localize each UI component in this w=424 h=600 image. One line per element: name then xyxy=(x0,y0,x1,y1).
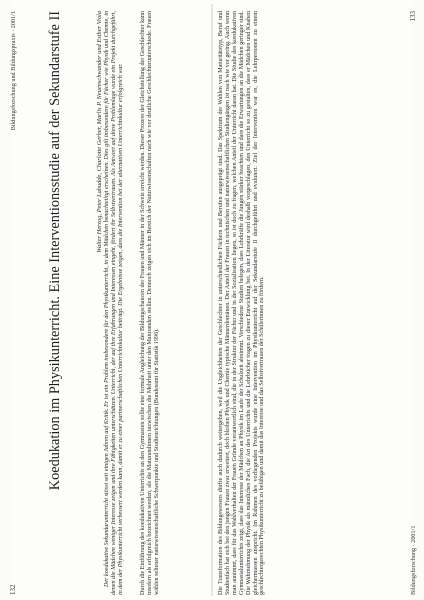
body-text-left-page xyxy=(140,11,204,595)
body-paragraph-left: Durch die Einführung des koedukativen Unterrichts an den Gymnasien sollte eine formale Angleichung der Bildungschancen der Frauen und Männer in der Schweiz erreicht werden. Dieser Prozess der Gleichstellung der Geschlechter kann insofern als erfolgreich bezeichnet werden, als die Maturandinnen inzwischen die Mehrheit unter den Maturanden stellen. Dennoch zeigen sich im Bereich der Naturwissenschaften nach wie vor deutliche Geschlechterunterschiede. Frauen wählen seltener naturwissenschaftliche Schwerpunkte und Studienrichtungen (Bundesamt für Statistik 1996). xyxy=(140,11,160,595)
abstract: Der koedukative Sekundarunterricht stösst seit einigen Jahren auf Kritik. Er ist ein Problem insbesondere für den Physikunterricht, in dem Mädchen benachteiligt erscheinen. Dies gilt insbesondere für Fächer wie Physik und Chemie, in denen die Mädchen weniger Interesse zeigen und ihre Fähigkeiten unterschätzen. Unterricht, der auf ihre Erfahrungen und Interessen eingeht, fördert ihr Selbstvertrauen. Als Antwort auf diese Problemlage wurde ein Projekt durchgeführt, in dem der Physikunterricht verbessert werden kann, damit er zu einer partnerschaftlichen Unterrichtskultur beiträgt. Die Ergebnisse zeigen, dass die Intervention bei der alternativen Unterrichtskultur erfolgreich war. xyxy=(104,11,125,595)
left-running-head xyxy=(10,11,40,595)
body-text-right-page xyxy=(218,11,410,595)
author-list: Walter Herzog, Peter Labudde, Charlotte Gerber, Marlis P. Neuenschwander und Esther Viola xyxy=(96,11,103,253)
title-column xyxy=(48,11,92,595)
right-running-head-text: Bildungsforschung · 2001/1 xyxy=(410,525,417,595)
left-running-head-text: Bildungsforschung und Bildungspraxis · 2001/1 xyxy=(10,11,17,131)
body-paragraph: Die Transformation des Bildungswesens dürfte auch dadurch weitergehen, weil die Ungleichheiten der Geschlechter in unterschiedlichen Fächern und Berufen ausgeprägt sind. Das Spektrum der Wahlen von Maturitätstyp, Beruf und Studienfach hat sich bei den jungen Frauen zwar erweitert, doch bleiben Physik und Chemie typische Männerdomänen. Der Anteil der Frauen in technischen und naturwissenschaftlichen Studiengängen ist nach wie vor gering. Auch wenn man annimmt, dass für das Wahlverhalten der Frauen Gründe verantwortlich sind, die in der Struktur der Fächer und in der Sozialisation liegen, so ist doch zu fragen, welchen Anteil der Unterricht daran hat. Die Studie des koedukativen Gymnasialunterrichts zeigt, dass das Interesse der Mädchen an Physik im Laufe der Schulzeit abnimmt. Verschiedene Studien belegen, dass Lehrkräfte die Jungen stärker beachten und dass die Erwartungen an die Mädchen geringer sind. Die Wahrnehmung der Physik als männliches Fach, die Art des Unterrichts und die Lehrbücher tragen zu dieser Entwicklung bei. In der Literatur wird deshalb vorgeschlagen, den Unterricht so zu gestalten, dass er Mädchen und Knaben gleichermassen anspricht. Im Rahmen des vorliegenden Projekts wurde eine Intervention im Physikunterricht auf der Sekundarstufe II durchgeführt und evaluiert. Ziel der Intervention war es, die Lehrpersonen zu einem geschlechtergerechten Physikunterricht zu befähigen und damit das Interesse und das Selbstvertrauen der Schülerinnen zu fördern. xyxy=(218,11,266,595)
right-page-number: 133 xyxy=(409,11,417,22)
article-title: Koedukation im Physikunterricht. Eine Interventionsstudie auf der Sekundarstufe II xyxy=(47,11,63,491)
left-page-number: 132 xyxy=(9,584,17,595)
right-running-head xyxy=(410,11,422,595)
